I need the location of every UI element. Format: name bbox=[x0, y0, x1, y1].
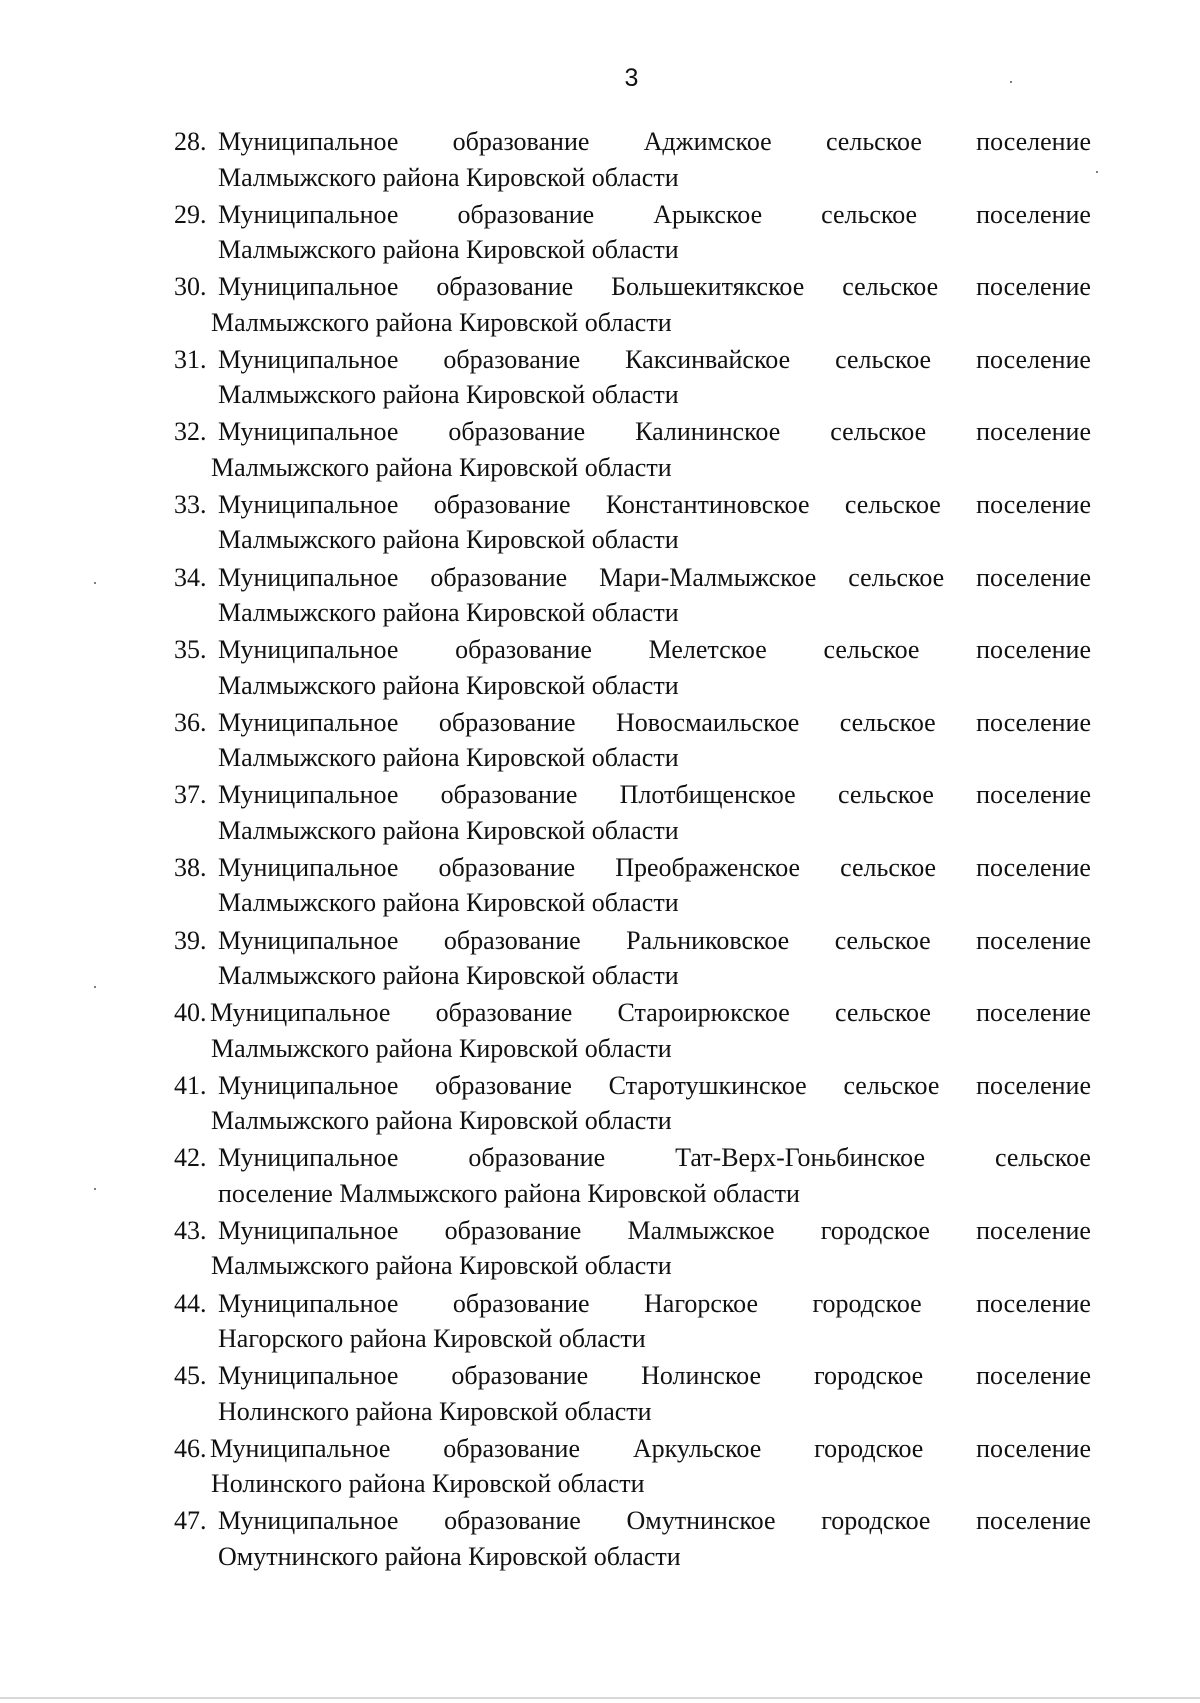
item-word: сельское bbox=[825, 127, 922, 156]
item-word: Нагорское bbox=[644, 1288, 759, 1318]
item-word: Муниципальное bbox=[218, 272, 399, 302]
item-words bbox=[218, 1068, 1091, 1104]
item-words bbox=[218, 560, 1091, 596]
item-word: поселение bbox=[976, 562, 1091, 592]
item-word: сельское bbox=[843, 1070, 940, 1100]
item-second-line: Малмыжского района Кировской области bbox=[218, 235, 679, 265]
item-word: Муниципальное bbox=[218, 1070, 399, 1100]
item-word: сельское bbox=[837, 780, 934, 810]
scan-speck bbox=[94, 582, 96, 584]
item-first-line bbox=[174, 342, 1091, 378]
item-words bbox=[218, 124, 1091, 160]
scan-speck bbox=[94, 986, 96, 988]
item-number: 37. bbox=[174, 780, 207, 810]
item-word: поселение bbox=[976, 1433, 1091, 1463]
item-second-line: Малмыжского района Кировской области bbox=[211, 307, 672, 337]
item-word: Старотушкинское bbox=[608, 1070, 807, 1100]
item-word: Арыкское bbox=[653, 199, 763, 229]
item-second-line: Омутнинского района Кировской области bbox=[218, 1541, 681, 1571]
item-word: сельское bbox=[995, 1143, 1091, 1173]
item-word: Муниципальное bbox=[218, 635, 399, 665]
item-word: образование bbox=[440, 780, 578, 810]
item-number: 36. bbox=[174, 707, 207, 737]
item-first-line bbox=[174, 124, 1091, 160]
item-word: образование bbox=[438, 707, 576, 737]
item-second-line: Малмыжского района Кировской области bbox=[218, 380, 679, 410]
item-number: 43. bbox=[174, 1215, 207, 1245]
item-word: Муниципальное bbox=[218, 489, 399, 519]
item-word: образование bbox=[468, 1143, 606, 1173]
item-word: поселение bbox=[976, 344, 1091, 374]
item-word: Новосмаильское bbox=[616, 707, 800, 737]
list-item bbox=[174, 632, 1091, 705]
item-second-line: Малмыжского района Кировской области bbox=[211, 1106, 672, 1136]
item-word: поселение bbox=[976, 272, 1091, 302]
item-word: Мелетское bbox=[648, 635, 767, 665]
item-words bbox=[218, 414, 1091, 450]
list-item bbox=[174, 124, 1091, 197]
item-words bbox=[218, 1503, 1091, 1539]
list-item bbox=[174, 342, 1091, 415]
item-word: Муниципальное bbox=[218, 1288, 399, 1318]
item-word: поселение bbox=[976, 925, 1091, 955]
item-number: 41. bbox=[174, 1070, 207, 1100]
item-word: образование bbox=[457, 199, 595, 229]
item-word: поселение bbox=[976, 199, 1091, 229]
item-word: Аркульское bbox=[632, 1433, 762, 1463]
item-words bbox=[218, 632, 1091, 668]
item-second-line: Малмыжского района Кировской области bbox=[211, 1033, 672, 1063]
item-first-line bbox=[174, 705, 1091, 741]
item-words bbox=[218, 269, 1091, 305]
item-second-line: Малмыжского района Кировской области bbox=[218, 888, 679, 918]
item-first-line bbox=[174, 632, 1091, 668]
item-word: Муниципальное bbox=[218, 1143, 399, 1173]
item-second-line: Нолинского района Кировской области bbox=[211, 1469, 645, 1499]
item-number: 40. bbox=[174, 998, 207, 1028]
item-words bbox=[210, 995, 1091, 1031]
item-first-line bbox=[174, 1213, 1091, 1249]
item-second-line: Малмыжского района Кировской области bbox=[218, 598, 679, 628]
item-first-line bbox=[174, 487, 1091, 523]
item-word: поселение bbox=[976, 998, 1091, 1028]
item-second-line: Нолинского района Кировской области bbox=[218, 1396, 652, 1426]
item-second-line: Малмыжского района Кировской области bbox=[218, 743, 679, 773]
item-word: образование bbox=[443, 344, 581, 374]
item-number: 32. bbox=[174, 417, 207, 447]
item-word: Староирюкское bbox=[617, 998, 790, 1028]
item-word: Ральниковское bbox=[626, 925, 790, 955]
item-first-line bbox=[174, 777, 1091, 813]
item-number: 31. bbox=[174, 344, 207, 374]
item-word: поселение bbox=[976, 1070, 1091, 1100]
item-words bbox=[218, 923, 1091, 959]
item-words bbox=[218, 487, 1091, 523]
list-item bbox=[174, 269, 1091, 342]
item-word: Константиновское bbox=[605, 489, 810, 519]
item-word: Малмыжское bbox=[627, 1215, 775, 1245]
item-word: поселение bbox=[976, 707, 1091, 737]
list-item bbox=[174, 923, 1091, 996]
item-word: Плотбищенское bbox=[619, 780, 796, 810]
item-number: 33. bbox=[174, 489, 207, 519]
item-word: Муниципальное bbox=[218, 127, 399, 156]
item-second-line: Малмыжского района Кировской области bbox=[211, 1251, 672, 1281]
item-word: образование bbox=[444, 1215, 582, 1245]
item-words bbox=[218, 850, 1091, 886]
item-word: городское bbox=[812, 1288, 922, 1318]
item-first-line bbox=[174, 1140, 1091, 1176]
list-item bbox=[174, 705, 1091, 778]
item-number: 47. bbox=[174, 1506, 207, 1536]
list-item bbox=[174, 1358, 1091, 1431]
scan-speck bbox=[94, 1188, 96, 1190]
item-second-line: Малмыжского района Кировской области bbox=[218, 815, 679, 845]
list-item bbox=[174, 1140, 1091, 1213]
item-word: образование bbox=[435, 1070, 572, 1100]
item-word: сельское bbox=[848, 562, 945, 592]
page-number: 3 bbox=[624, 64, 639, 92]
item-number: 30. bbox=[174, 272, 207, 302]
item-word: сельское bbox=[821, 199, 918, 229]
item-first-line bbox=[174, 995, 1091, 1031]
item-words bbox=[210, 1431, 1091, 1467]
item-word: образование bbox=[451, 1361, 589, 1391]
item-word: образование bbox=[443, 1433, 580, 1463]
item-word: образование bbox=[438, 852, 576, 882]
item-word: Муниципальное bbox=[218, 925, 399, 955]
item-word: образование bbox=[430, 562, 568, 592]
item-word: Муниципальное bbox=[218, 780, 399, 810]
item-number: 39. bbox=[174, 925, 207, 955]
item-word: Большекитякское bbox=[611, 272, 805, 302]
item-second-line: Нагорского района Кировской области bbox=[218, 1324, 646, 1353]
item-first-line bbox=[174, 923, 1091, 959]
item-number: 35. bbox=[174, 635, 207, 665]
item-word: поселение bbox=[976, 417, 1091, 447]
item-word: образование bbox=[444, 1506, 581, 1536]
list-item bbox=[174, 1503, 1091, 1576]
item-words bbox=[218, 1213, 1091, 1249]
item-first-line bbox=[174, 850, 1091, 886]
item-word: сельское bbox=[834, 925, 931, 955]
item-word: Муниципальное bbox=[218, 417, 399, 447]
item-word: поселение bbox=[976, 1506, 1091, 1536]
item-words bbox=[218, 1286, 1091, 1322]
item-words bbox=[218, 1358, 1091, 1394]
item-word: образование bbox=[436, 272, 574, 302]
item-word: Муниципальное bbox=[218, 1361, 399, 1391]
scan-speck bbox=[1096, 171, 1098, 173]
municipality-list bbox=[174, 124, 1091, 1576]
item-first-line bbox=[174, 1286, 1091, 1322]
item-word: поселение bbox=[976, 127, 1091, 156]
item-word: сельское bbox=[835, 344, 932, 374]
item-word: Муниципальное bbox=[210, 998, 391, 1028]
item-second-line: Малмыжского района Кировской области bbox=[218, 525, 679, 555]
item-word: Калининское bbox=[635, 417, 781, 447]
item-number: 28. bbox=[174, 127, 207, 156]
item-first-line bbox=[174, 1358, 1091, 1394]
item-number: 34. bbox=[174, 562, 207, 592]
item-second-line: Малмыжского района Кировской области bbox=[211, 452, 672, 482]
item-words bbox=[218, 342, 1091, 378]
list-item bbox=[174, 197, 1091, 270]
item-word: образование bbox=[435, 998, 573, 1028]
item-word: городское bbox=[820, 1215, 930, 1245]
item-word: Омутнинское bbox=[626, 1506, 776, 1536]
item-word: поселение bbox=[976, 1215, 1091, 1245]
item-word: поселение bbox=[976, 635, 1091, 665]
item-word: образование bbox=[452, 1288, 590, 1318]
list-item bbox=[174, 995, 1091, 1068]
item-number: 46. bbox=[174, 1433, 207, 1463]
item-word: Муниципальное bbox=[218, 562, 399, 592]
item-word: Нолинское bbox=[641, 1361, 762, 1391]
item-word: Каксинвайское bbox=[625, 344, 791, 374]
item-word: поселение bbox=[976, 1361, 1091, 1391]
item-words bbox=[218, 777, 1091, 813]
item-word: поселение bbox=[976, 489, 1091, 519]
item-word: сельское bbox=[830, 417, 927, 447]
item-word: Муниципальное bbox=[218, 199, 399, 229]
item-word: образование bbox=[452, 127, 590, 156]
list-item bbox=[174, 560, 1091, 633]
list-item bbox=[174, 1068, 1091, 1141]
list-item bbox=[174, 487, 1091, 560]
item-second-line: Малмыжского района Кировской области bbox=[218, 961, 679, 991]
item-number: 44. bbox=[174, 1288, 207, 1318]
item-word: Муниципальное bbox=[218, 1506, 399, 1536]
list-item bbox=[174, 1213, 1091, 1286]
list-item bbox=[174, 1286, 1091, 1359]
item-number: 45. bbox=[174, 1361, 207, 1391]
item-word: Аджимское bbox=[643, 127, 772, 156]
item-word: поселение bbox=[976, 852, 1091, 882]
item-word: Мари-Малмыжское bbox=[599, 562, 817, 592]
item-second-line: поселение Малмыжского района Кировской области bbox=[218, 1178, 800, 1208]
list-item bbox=[174, 777, 1091, 850]
item-word: Муниципальное bbox=[210, 1433, 391, 1463]
item-number: 42. bbox=[174, 1143, 207, 1173]
list-item bbox=[174, 1431, 1091, 1504]
item-word: городское bbox=[813, 1361, 924, 1391]
item-word: сельское bbox=[844, 489, 941, 519]
item-word: Муниципальное bbox=[218, 344, 399, 374]
item-word: Тат-Верх-Гоньбинское bbox=[675, 1143, 926, 1173]
item-second-line: Малмыжского района Кировской области bbox=[218, 162, 679, 192]
item-word: образование bbox=[443, 925, 581, 955]
item-words bbox=[218, 197, 1091, 233]
item-first-line bbox=[174, 269, 1091, 305]
item-word: Муниципальное bbox=[218, 852, 399, 882]
item-word: сельское bbox=[834, 998, 931, 1028]
item-words bbox=[218, 705, 1091, 741]
item-word: поселение bbox=[976, 780, 1091, 810]
item-word: образование bbox=[448, 417, 586, 447]
scan-edge bbox=[0, 1697, 1200, 1699]
item-word: сельское bbox=[839, 707, 936, 737]
item-word: образование bbox=[433, 489, 571, 519]
item-first-line bbox=[174, 560, 1091, 596]
item-word: сельское bbox=[840, 852, 937, 882]
item-words bbox=[218, 1140, 1091, 1176]
item-first-line bbox=[174, 1431, 1091, 1467]
item-first-line bbox=[174, 414, 1091, 450]
item-word: Муниципальное bbox=[218, 707, 399, 737]
item-number: 29. bbox=[174, 199, 207, 229]
item-word: городское bbox=[821, 1506, 931, 1536]
item-first-line bbox=[174, 1068, 1091, 1104]
item-word: поселение bbox=[976, 1288, 1091, 1318]
item-second-line: Малмыжского района Кировской области bbox=[218, 670, 679, 700]
item-word: образование bbox=[455, 635, 592, 665]
item-first-line bbox=[174, 1503, 1091, 1539]
item-number: 38. bbox=[174, 852, 207, 882]
scan-speck bbox=[1010, 81, 1012, 83]
item-word: Преображенское bbox=[615, 852, 801, 882]
list-item bbox=[174, 850, 1091, 923]
item-word: Муниципальное bbox=[218, 1215, 399, 1245]
item-word: городское bbox=[814, 1433, 924, 1463]
item-word: сельское bbox=[823, 635, 920, 665]
item-word: сельское bbox=[842, 272, 939, 302]
list-item bbox=[174, 414, 1091, 487]
item-first-line bbox=[174, 197, 1091, 233]
